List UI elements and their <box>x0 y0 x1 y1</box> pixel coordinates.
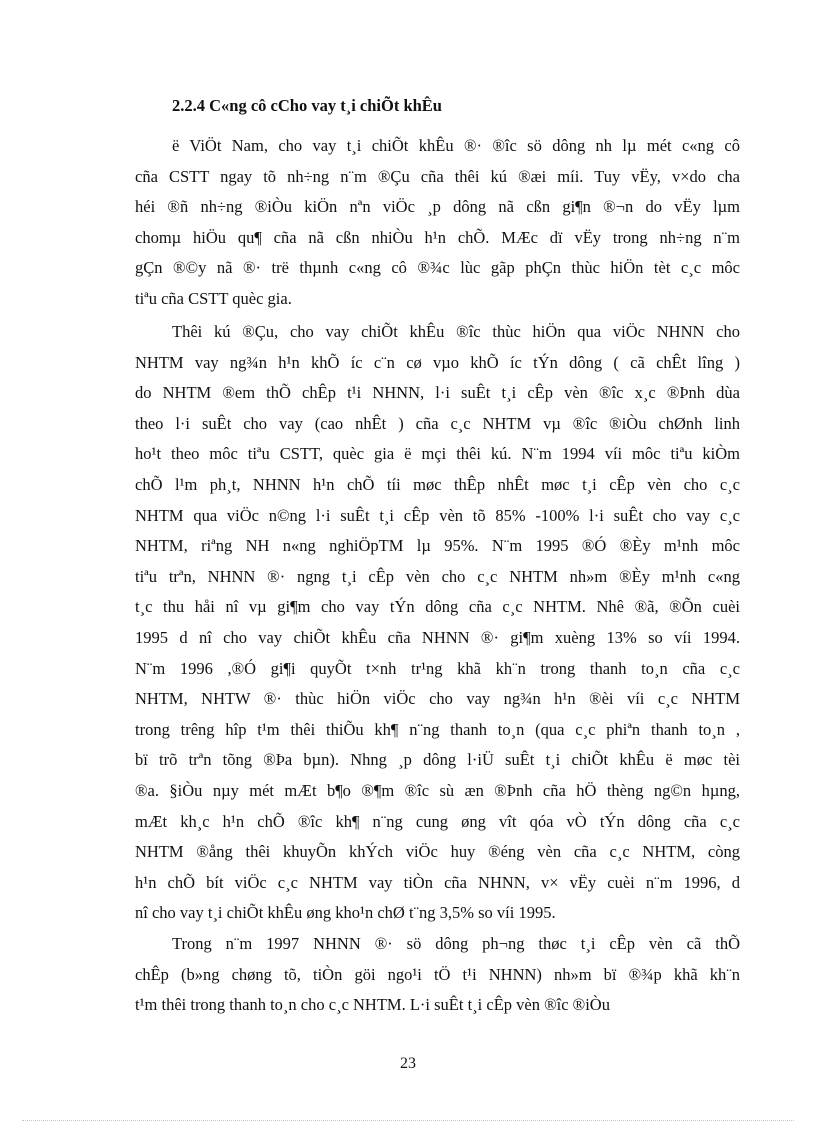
paragraph-line: ho¹t theo môc tiªu CSTT, quèc gia ë mçi thêi kú. N¨m 1994 víi môc tiªu kiÒm <box>135 444 740 464</box>
paragraph-line: chÕ l¹m ph¸t, NHNN h¹n chÕ tíi møc thÊp nhÊt møc t¸i cÊp vèn cho c¸c <box>135 475 740 494</box>
paragraph-line: Trong n¨m 1997 NHNN ®· sö dông ph¬ng thøc t¸i cÊp vèn cã thÕ <box>172 934 740 953</box>
section-heading: 2.2.4 C«ng cô cCho vay t¸i chiÕt khÊu <box>172 96 442 115</box>
paragraph-line: gÇn ®©y nã ®· trë thµnh c«ng cô ®¾c lùc gãp phÇn thùc hiÖn tèt c¸c môc <box>135 258 740 278</box>
paragraph-line: do NHTM ®em thÕ chÊp t¹i NHNN, l·i suÊt t¸i cÊp vèn ®îc x¸c ®Þnh dùa <box>135 383 740 403</box>
paragraph-line: Thêi kú ®Çu, cho vay chiÕt khÊu ®îc thùc hiÖn qua viÖc NHNN cho <box>172 322 740 341</box>
page-number: 23 <box>400 1055 416 1072</box>
paragraph-line: NHTM vay ng¾n h¹n khÕ íc c¨n cø vµo khÕ íc tÝn dông ( cã chÊt lîng ) <box>135 352 740 372</box>
paragraph-line: cña CSTT ngay tõ nh÷ng n¨m ®Çu cña thêi kú ®æi míi. Tuy vËy, v×do cha <box>135 166 740 186</box>
paragraph-line: NHTM, riªng NH n«ng nghiÖpTM lµ 95%. N¨m 1995 ®Ó ®Èy m¹nh môc <box>135 536 740 556</box>
paragraph-line: N¨m 1996 ,®Ó gi¶i quyÕt t×nh tr¹ng khã kh¨n trong thanh to¸n cña c¸c <box>135 658 740 678</box>
paragraph-line: chÊp (b»ng chøng tõ, tiÒn göi ngo¹i tÖ t¹i NHNN) nh»m bï ®¾p khã kh¨n <box>135 964 740 984</box>
paragraph-line: nî cho vay t¸i chiÕt khÊu øng kho¹n chØ t¨ng 3,5% so víi 1995. <box>135 903 556 923</box>
paragraph-line: ®a. §iÒu nµy mét mÆt b¶o ®¶m ®îc sù æn ®Þnh cña hÖ thèng ng©n hµng, <box>135 781 740 800</box>
paragraph-line: NHTM qua viÖc n©ng l·i suÊt t¸i cÊp vèn tõ 85% -100% l·i suÊt cho vay c¸c <box>135 505 740 525</box>
paragraph-line: tiªu trªn, NHNN ®· ngng t¸i cÊp vèn cho c¸c NHTM nh»m ®Èy m¹nh c«ng <box>135 566 740 586</box>
paragraph-line: t¹m thêi trong thanh to¸n cho c¸c NHTM. L·i suÊt t¸i cÊp vèn ®îc ®iÒu <box>135 995 610 1015</box>
paragraph-line: chomµ hiÖu qu¶ cña nã cßn nhiÒu h¹n chÕ. MÆc dï vËy trong nh÷ng n¨m <box>135 227 740 247</box>
paragraph-line: NHTM, NHTW ®· thùc hiÖn viÖc cho vay ng¾n h¹n ®èi víi c¸c NHTM <box>135 689 740 709</box>
page-bottom-divider <box>22 1120 794 1121</box>
paragraph-line: NHTM ®ång thêi khuyÕn khÝch viÖc huy ®éng vèn cña c¸c NHTM, còng <box>135 842 740 862</box>
paragraph-line: 1995 d nî cho vay chiÕt khÊu cña NHNN ®· gi¶m xuèng 13% so víi 1994. <box>135 628 740 647</box>
paragraph-line: bï trõ trªn tõng ®Þa bµn). Nhng ¸p dông l·iÜ suÊt t¸i chiÕt khÊu ë møc tèi <box>135 750 740 770</box>
paragraph-line: theo l·i suÊt cho vay (cao nhÊt ) cña c¸c NHTM vµ ®îc ®iÒu chØnh linh <box>135 413 740 433</box>
paragraph-line: ë ViÖt Nam, cho vay t¸i chiÕt khÊu ®· ®îc sö dông nh lµ mét c«ng cô <box>172 136 740 155</box>
paragraph-line: héi ®ñ nh÷ng ®iÒu kiÖn nªn viÖc ¸p dông nã cßn gi¶n ®¬n do vËy lµm <box>135 197 740 217</box>
paragraph-line: t¸c thu håi nî vµ gi¶m cho vay tÝn dông cña c¸c NHTM. Nhê ®ã, ®Õn cuèi <box>135 597 740 617</box>
paragraph-line: h¹n chÕ bít viÖc c¸c NHTM vay tiÒn cña NHNN, v× vËy cuèi n¨m 1996, d <box>135 872 740 892</box>
paragraph-line: tiªu cña CSTT quèc gia. <box>135 289 292 308</box>
paragraph-line: mÆt kh¸c h¹n chÕ ®îc kh¶ n¨ng cung øng vît qóa vÒ tÝn dông cña c¸c <box>135 811 740 831</box>
paragraph-line: trong trêng hîp t¹m thêi thiÕu kh¶ n¨ng thanh to¸n (qua c¸c phiªn thanh to¸n , <box>135 719 740 739</box>
